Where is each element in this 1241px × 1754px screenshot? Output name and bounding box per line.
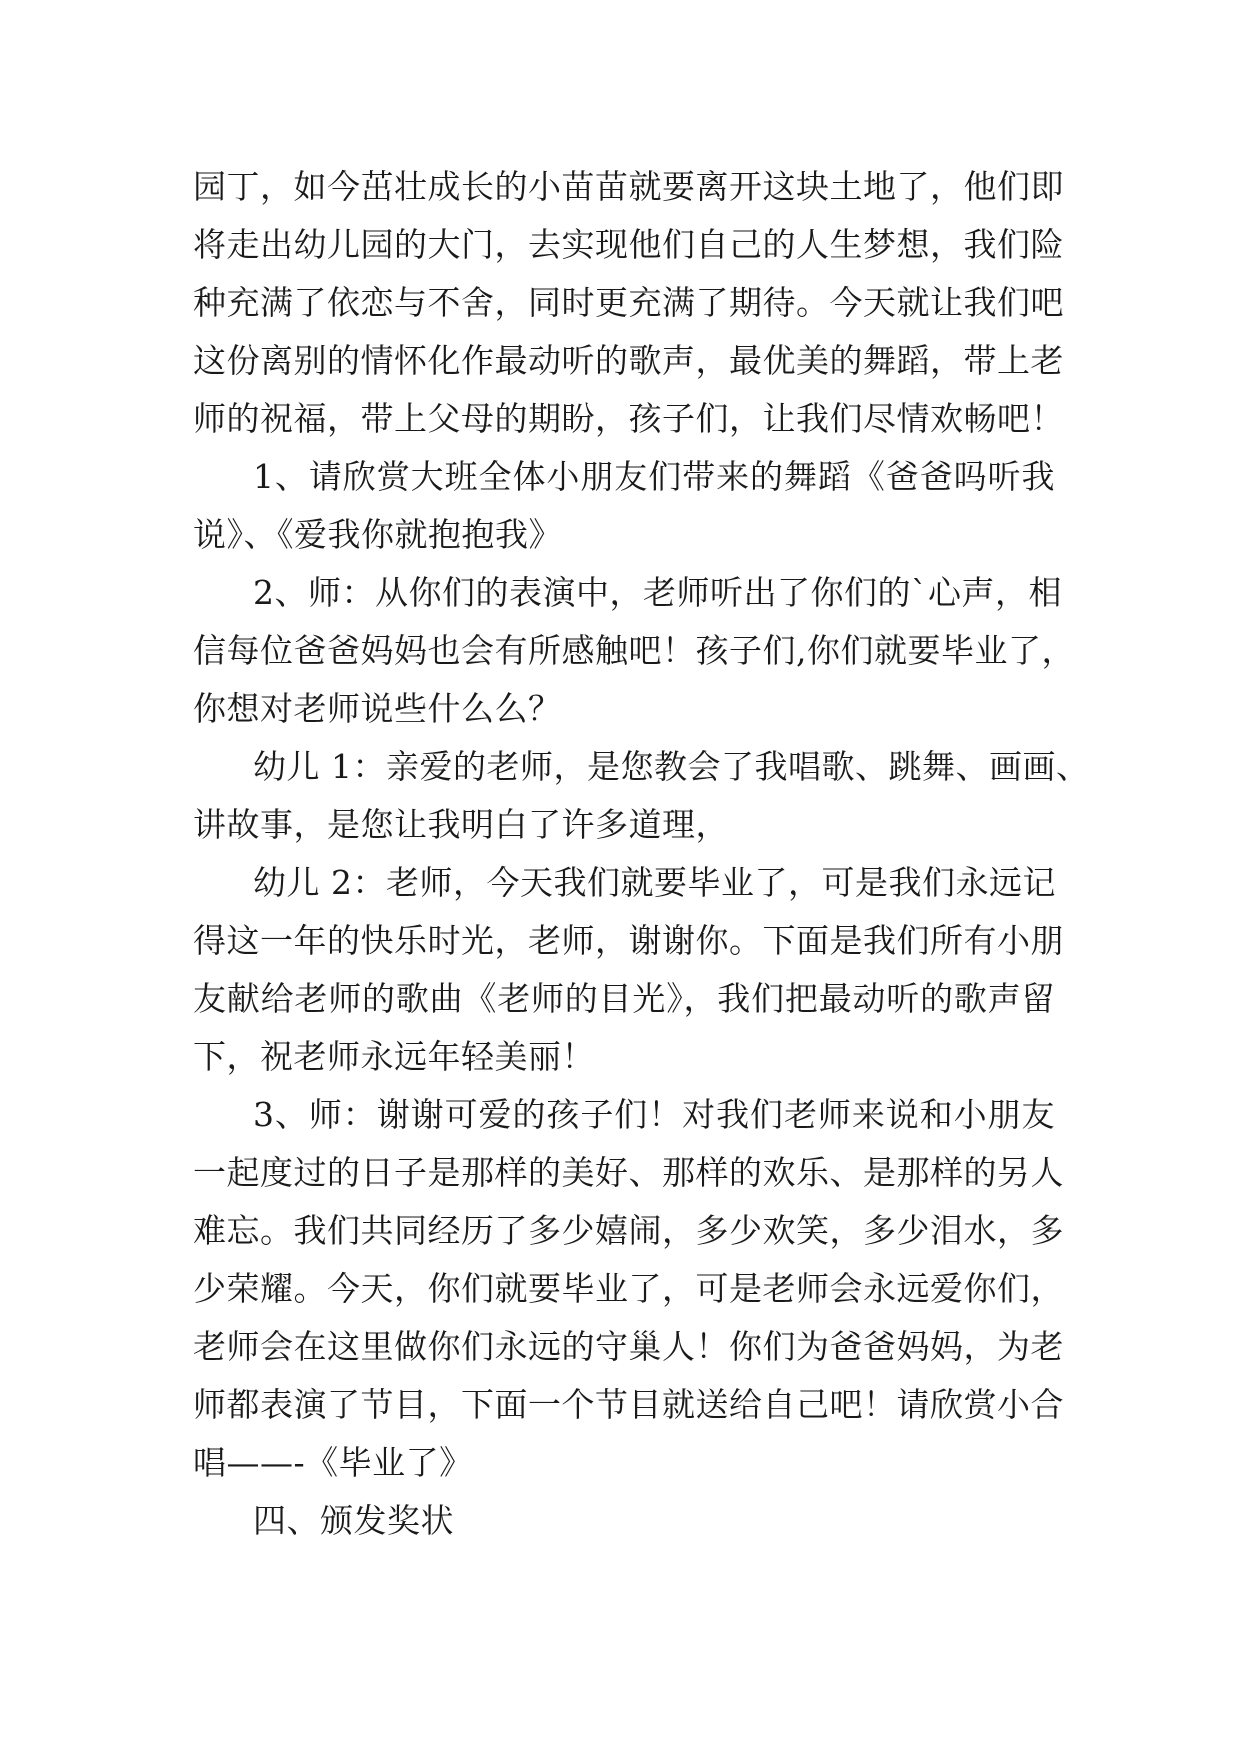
text-line: 园丁，如今茁壮成长的小苗苗就要离开这块土地了，他们即 bbox=[193, 167, 1064, 206]
text-line: 2、师：从你们的表演中，老师听出了你们的`心声，相 bbox=[253, 573, 1062, 612]
text-line: 友献给老师的歌曲《老师的目光》，我们把最动听的歌声留 bbox=[193, 979, 1055, 1018]
text-line: 讲故事，是您让我明白了许多道理， bbox=[193, 805, 729, 844]
text-line: 师的祝福，带上父母的期盼，孩子们，让我们尽情欢畅吧！ bbox=[193, 399, 1064, 438]
text-line: 幼儿 2：老师，今天我们就要毕业了，可是我们永远记 bbox=[253, 863, 1056, 902]
text-line: 3、师：谢谢可爱的孩子们！对我们老师来说和小朋友 bbox=[253, 1095, 1055, 1134]
text-line: 这份离别的情怀化作最动听的歌声，最优美的舞蹈，带上老 bbox=[193, 341, 1064, 380]
text-line: 得这一年的快乐时光，老师，谢谢你。下面是我们所有小朋 bbox=[193, 921, 1064, 960]
text-line: 你想对老师说些什么么？ bbox=[193, 689, 562, 728]
text-line: 幼儿 1：亲爱的老师，是您教会了我唱歌、跳舞、画画、 bbox=[253, 747, 1090, 786]
document-body bbox=[193, 158, 1090, 1550]
text-line: 下，祝老师永远年轻美丽！ bbox=[193, 1037, 595, 1076]
text-line: 师都表演了节目，下面一个节目就送给自己吧！请欣赏小合 bbox=[193, 1385, 1064, 1424]
text-line: 种充满了依恋与不舍，同时更充满了期待。今天就让我们吧 bbox=[193, 283, 1064, 322]
text-line: 少荣耀。今天，你们就要毕业了，可是老师会永远爱你们， bbox=[193, 1269, 1064, 1308]
text-line: 唱——-《毕业了》 bbox=[193, 1443, 473, 1482]
section-heading: 四、颁发奖状 bbox=[253, 1501, 454, 1540]
text-line: 1、请欣赏大班全体小朋友们带来的舞蹈《爸爸吗听我 bbox=[253, 457, 1055, 496]
text-line: 老师会在这里做你们永远的守巢人！你们为爸爸妈妈，为老 bbox=[193, 1327, 1064, 1366]
text-line: 一起度过的日子是那样的美好、那样的欢乐、是那样的另人 bbox=[193, 1153, 1064, 1192]
text-line: 难忘。我们共同经历了多少嬉闹，多少欢笑，多少泪水，多 bbox=[193, 1211, 1064, 1250]
text-line: 说》、《爱我你就抱抱我》 bbox=[193, 515, 562, 554]
text-line: 信每位爸爸妈妈也会有所感触吧！孩子们,你们就要毕业了， bbox=[193, 631, 1075, 670]
text-line: 将走出幼儿园的大门，去实现他们自己的人生梦想，我们险 bbox=[193, 225, 1064, 264]
